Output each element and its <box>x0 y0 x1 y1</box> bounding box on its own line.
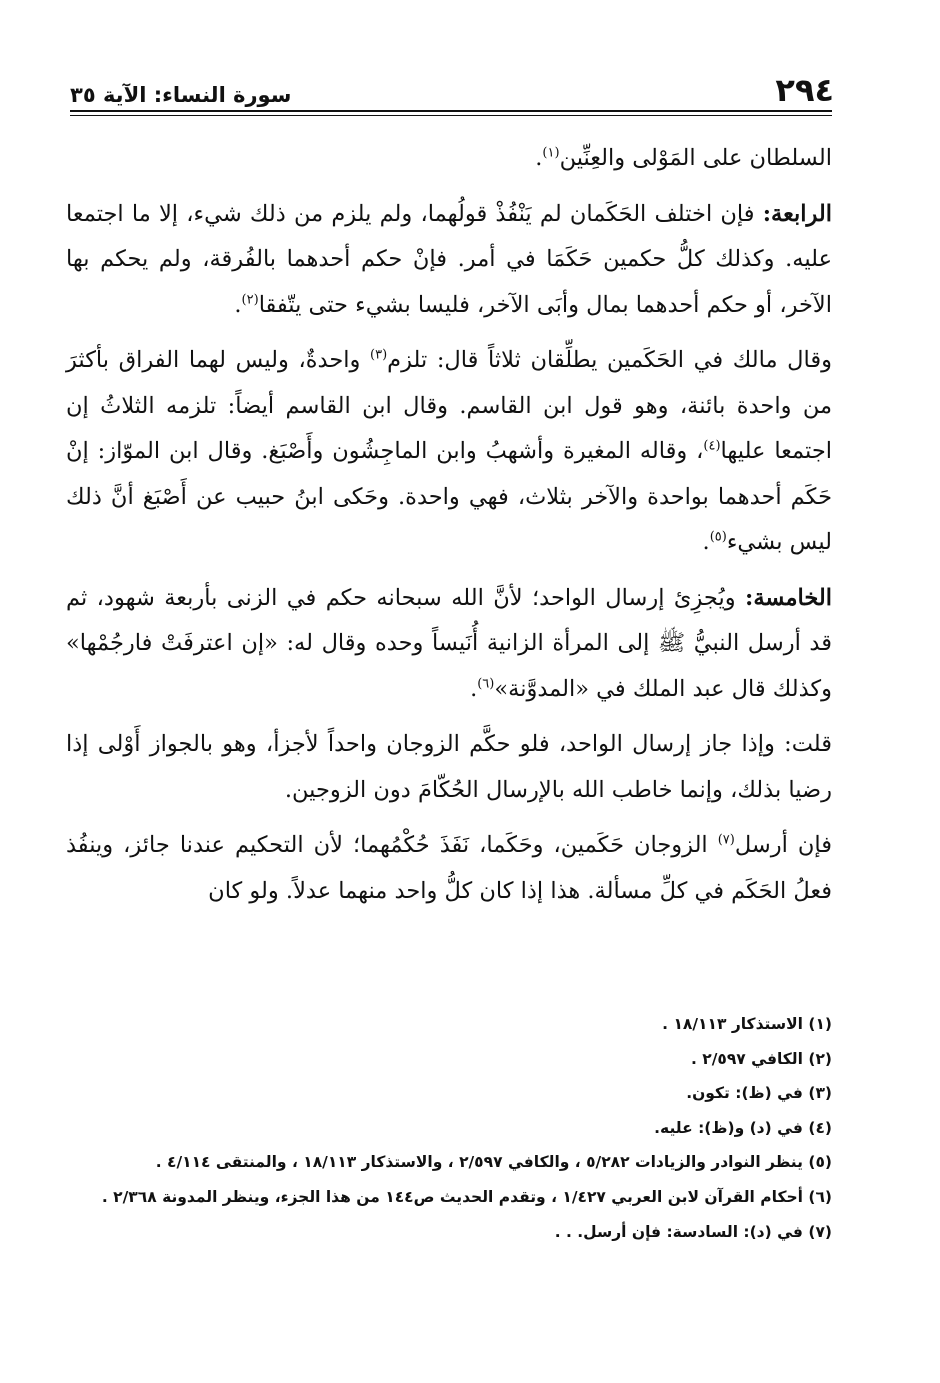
page-number: ٢٩٤ <box>775 71 834 109</box>
footnote-3: (٣) في (ظ): تكون. <box>686 1084 832 1103</box>
running-head: سورة النساء: الآية ٣٥ <box>70 83 292 107</box>
footnote-ref: (٢) <box>241 292 259 307</box>
paragraph-text: السلطان على المَوْلى والعِنِّين <box>559 145 832 171</box>
header-rule <box>70 110 832 116</box>
footnote-5: (٥) ينظر النوادر والزيادات ٥/٢٨٢ ، والكافي ٢/٥٩٧ ، والاستذكار ١٨/١١٣ ، والمنتقى ٤/١١٤ . <box>155 1153 832 1172</box>
paragraph-end: . <box>234 291 242 318</box>
paragraph-text: الزوجان حَكَمين، وحَكَما، نَفَذَ حُكْمُهما؛ لأن التحكيم عندنا جائز، وينفُذ فعلُ الحَكَم في كلِّ مسألة. هذا إذا كان كلُّ واحد منهما عدلاً. ولو كان <box>66 832 832 904</box>
paragraph-text: فإن اختلف الحَكَمان لم يَنْفُذْ قولُهما، ولم يلزم من ذلك شيء، إلا ما اجتمعا عليه. وكذلك كلُّ حكمين حَكَمَا في أمر. فإنْ حكم أحدهما بالفُرقة، ولم يحكم بها الآخر، أو حكم أحدهما بمال وأبَى الآخر، فليسا بشيء حتى يتّفقا <box>66 200 832 318</box>
page-header <box>70 64 834 109</box>
paragraph-2 <box>66 192 832 329</box>
footnote-ref: (٥) <box>709 529 727 545</box>
section-label: الخامسة: <box>745 584 832 611</box>
paragraph-3 <box>66 338 832 566</box>
footnote-ref: (٦) <box>477 676 495 691</box>
footnote-1: (١) الاستذكار ١٨/١١٣ . <box>662 1015 832 1033</box>
paragraph-text: ويُجزِئ إرسال الواحد؛ لأنَّ الله سبحانه حكم في الزنى بأربعة شهود، ثم قد أرسل النبيُّ ﷺ إلى المرأة الزانية أُنَيساً وحده وقال له: «إن اعترفَتْ فارجُمْها» وكذلك قال عبد الملك في «المدوَّنة» <box>66 584 832 702</box>
paragraph-5 <box>66 722 832 813</box>
paragraph-text: ، وقاله المغيرة وأشهبُ وابن الماجِشُون وأَصْبَغ. وقال ابن الموّاز: إنْ حَكَم أحدهما بواحدة والآخر بثلاث، فهي واحدة. وحَكى ابنُ حبيب عن أَصْبَغ أنَّ ذلك ليس بشيء <box>66 438 832 555</box>
footnote-7: (٧) في (د): السادسة: فإن أرسل. . . <box>554 1222 832 1241</box>
paragraph-4 <box>66 576 832 713</box>
footnote-4: (٤) في (د) و(ظ): عليه. <box>654 1118 832 1137</box>
paragraph-1 <box>66 136 832 182</box>
paragraph-end: . <box>702 529 710 555</box>
footnote-6: (٦) أحكام القرآن لابن العربي ١/٤٢٧ ، وتقدم الحديث ص١٤٤ من هذا الجزء، وينظر المدونة ٢/٣٦٨ . <box>101 1187 832 1206</box>
paragraph-text: قلت: وإذا جاز إرسال الواحد، فلو حكَّم الزوجان واحداً لأجزأ، وهو بالجواز أَوْلى إذا رضيا بذلك، وإنما خاطب الله بالإرسال الحُكّامَ دون الزوجين. <box>66 731 832 803</box>
paragraph-end: . <box>535 145 543 171</box>
footnotes <box>66 1012 832 1254</box>
footnote-ref: (٤) <box>703 438 721 454</box>
footnote-ref: (٣) <box>370 347 388 363</box>
footnote-2: (٢) الكافي ٢/٥٩٧ . <box>690 1049 832 1068</box>
main-text <box>66 136 832 924</box>
paragraph-6 <box>66 823 832 914</box>
paragraph-text: واحدةٌ، وليس لهما الفراق بأكثرَ من واحدة بائنة، وهو قول ابن القاسم. وقال ابن القاسم أيضاً: تلزمه الثلاثُ إن اجتمعا عليها <box>66 347 832 464</box>
footnote-ref: (٧) <box>717 832 735 848</box>
paragraph-end: . <box>470 675 478 702</box>
paragraph-text: فإن أرسل <box>734 832 832 858</box>
paragraph-text: وقال مالك في الحَكَمين يطلِّقان ثلاثاً قال: تلزم <box>387 347 832 373</box>
footnote-ref: (١) <box>542 145 560 161</box>
section-label: الرابعة: <box>762 200 832 227</box>
